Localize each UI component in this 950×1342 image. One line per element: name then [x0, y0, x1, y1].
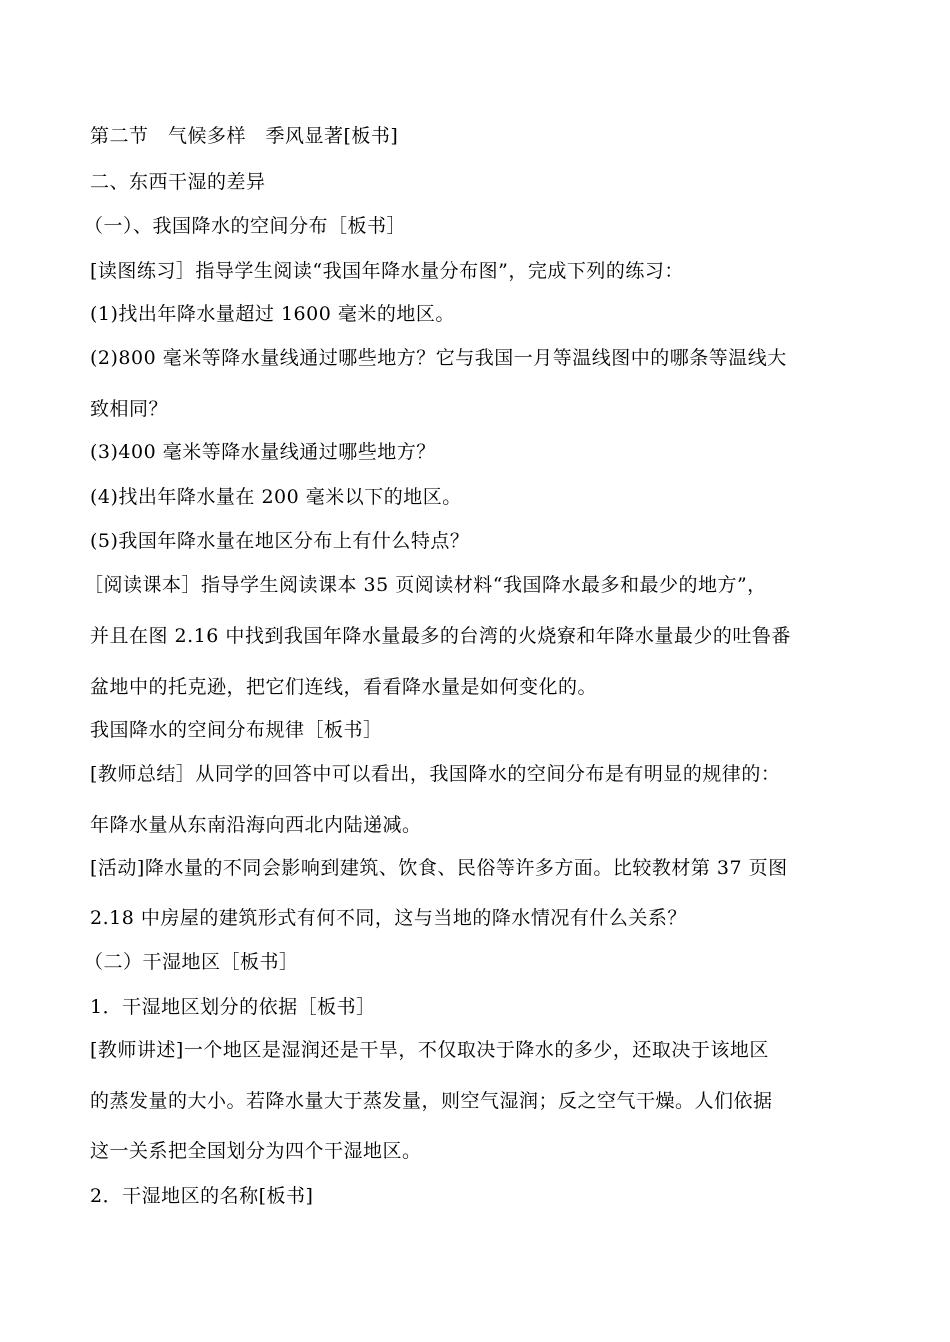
teacher-summary-line-2: 年降水量从东南沿海向西北内陆递减。 [90, 814, 422, 836]
region-names-heading: 2．干湿地区的名称[板书] [90, 1185, 314, 1207]
teacher-explanation-line-2: 的蒸发量的大小。若降水量大于蒸发量，则空气湿润；反之空气干燥。人们依据 [90, 1090, 773, 1112]
subsection-title-precipitation: （一）、我国降水的空间分布［板书］ [84, 215, 407, 237]
reading-paragraph-line-1: ［阅读课本］指导学生阅读课本 35 页阅读材料“我国降水最多和最少的地方”， [84, 574, 767, 596]
subsection-heading: 二、东西干湿的差异 [90, 171, 266, 193]
dry-wet-region-heading: （二）干湿地区［板书］ [84, 951, 299, 973]
exercise-item-1: (1)找出年降水量超过 1600 毫米的地区。 [90, 303, 455, 325]
teacher-explanation-line-1: [教师讲述]一个地区是湿润还是干旱，不仅取决于降水的多少，还取决于该地区 [90, 1039, 769, 1061]
reading-paragraph-line-2: 并且在图 2.16 中找到我国年降水量最多的台湾的火烧寮和年降水量最少的吐鲁番 [90, 625, 791, 647]
division-basis-heading: 1．干湿地区划分的依据［板书］ [90, 996, 376, 1018]
section-heading: 第二节 气候多样 季风显著[板书] [90, 125, 399, 147]
exercise-item-3: (3)400 毫米等降水量线通过哪些地方？ [90, 441, 436, 463]
exercise-item-2-continued: 致相同？ [90, 398, 169, 420]
teacher-explanation-line-3: 这一关系把全国划分为四个干湿地区。 [90, 1140, 422, 1162]
exercise-item-5: (5)我国年降水量在地区分布上有什么特点？ [90, 530, 470, 552]
exercise-item-2: (2)800 毫米等降水量线通过哪些地方？它与我国一月等温线图中的哪条等温线大 [90, 347, 787, 369]
reading-paragraph-line-3: 盆地中的托克逊，把它们连线，看看降水量是如何变化的。 [90, 676, 598, 698]
map-exercise-intro: [读图练习］指导学生阅读“我国年降水量分布图”，完成下列的练习： [90, 260, 684, 282]
activity-line-2: 2.18 中房屋的建筑形式有何不同，这与当地的降水情况有什么关系？ [90, 907, 687, 929]
distribution-law-heading: 我国降水的空间分布规律［板书］ [90, 719, 383, 741]
exercise-item-4: (4)找出年降水量在 200 毫米以下的地区。 [90, 486, 462, 508]
activity-line-1: [活动]降水量的不同会影响到建筑、饮食、民俗等许多方面。比较教材第 37 页图 [90, 857, 788, 879]
teacher-summary-line-1: [教师总结］从同学的回答中可以看出，我国降水的空间分布是有明显的规律的： [90, 763, 781, 785]
